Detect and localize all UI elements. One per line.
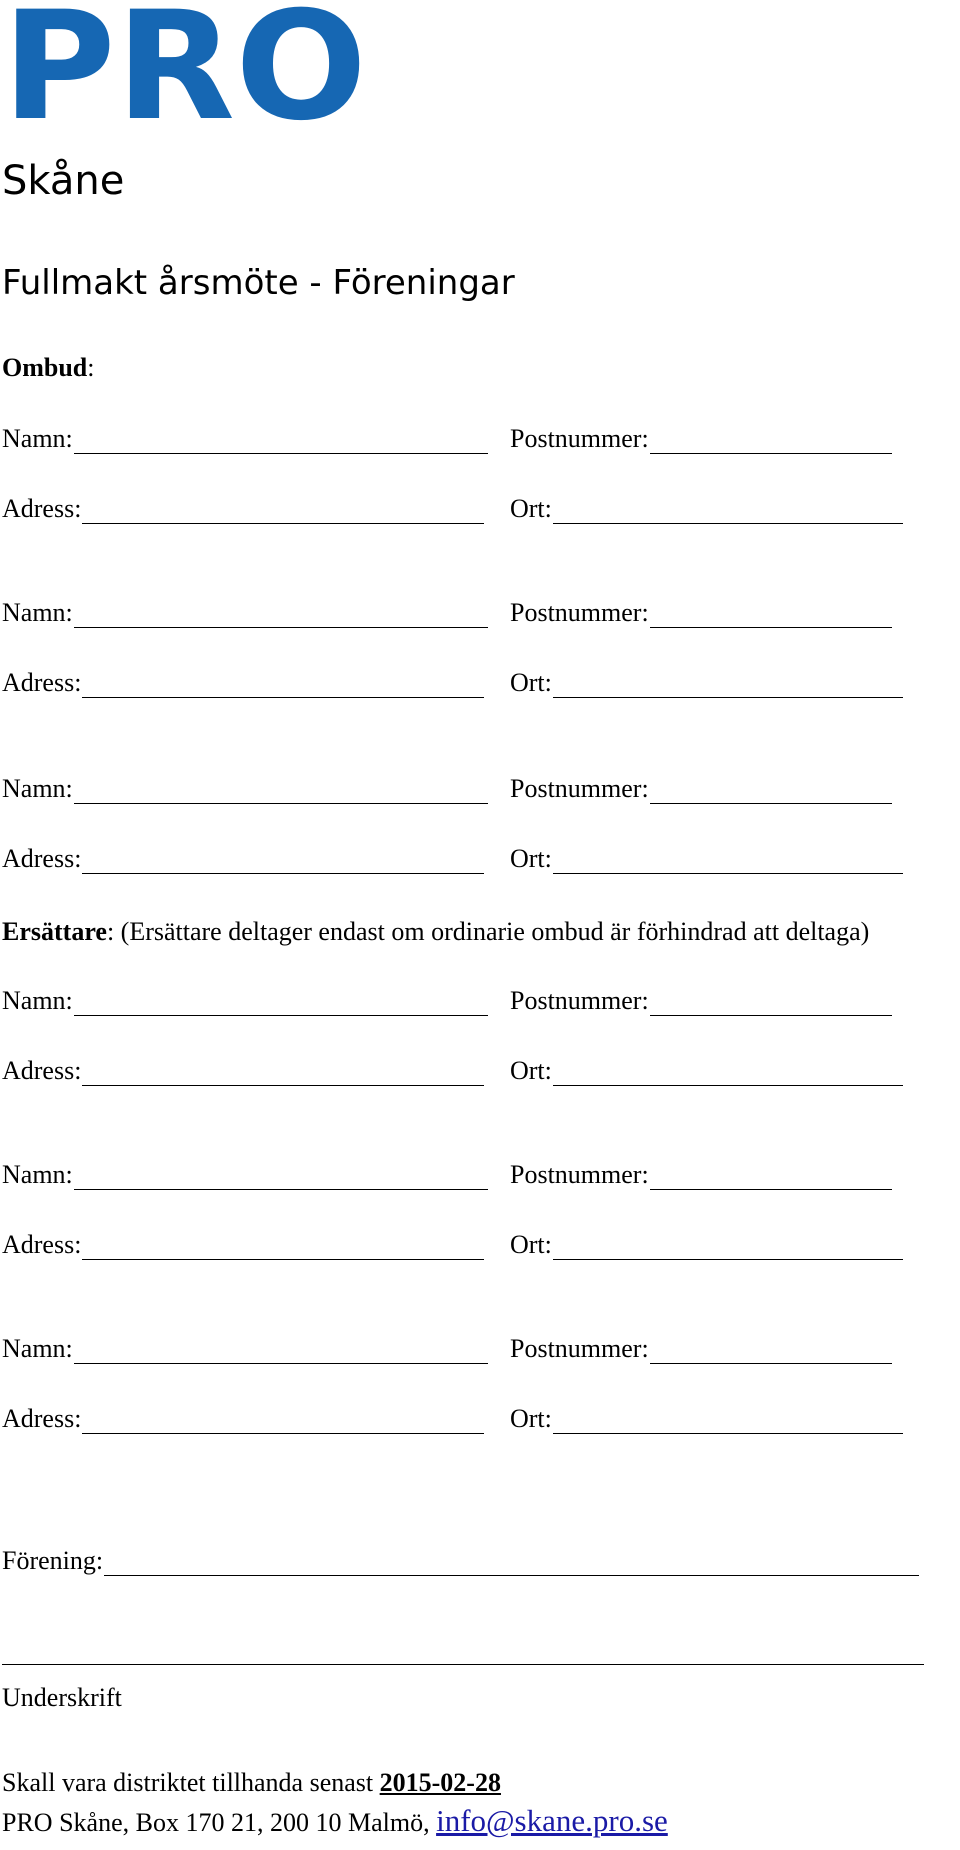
postnummer-line[interactable] xyxy=(650,777,892,804)
ort-line[interactable] xyxy=(553,1059,903,1086)
ombud-2-ort-field[interactable] xyxy=(510,668,903,698)
postnummer-line[interactable] xyxy=(650,427,892,454)
postnummer-line[interactable] xyxy=(650,1163,892,1190)
forening-line[interactable] xyxy=(104,1549,919,1576)
ersattare-2-adress-field[interactable] xyxy=(2,1230,484,1260)
ersattare-3-name-field[interactable] xyxy=(2,1334,488,1364)
name-label: Namn: xyxy=(2,774,73,803)
ersattare-2-postnummer-field[interactable] xyxy=(510,1160,892,1190)
ombud-1-adress-field[interactable] xyxy=(2,494,484,524)
adress-line[interactable] xyxy=(82,1233,484,1260)
ombud-2-name-field[interactable] xyxy=(2,598,488,628)
ersattare-1-postnummer-field[interactable] xyxy=(510,986,892,1016)
name-label: Namn: xyxy=(2,598,73,627)
ersattare-heading xyxy=(2,917,869,947)
postnummer-label: Postnummer: xyxy=(510,1160,649,1189)
pro-logo xyxy=(2,0,372,124)
adress-line[interactable] xyxy=(82,497,484,524)
ort-line[interactable] xyxy=(553,1407,903,1434)
adress-label: Adress: xyxy=(2,494,82,523)
name-line[interactable] xyxy=(74,1163,488,1190)
ort-label: Ort: xyxy=(510,1404,552,1433)
ersattare-1-name-field[interactable] xyxy=(2,986,488,1016)
forening-label: Förening: xyxy=(2,1546,104,1575)
page-title: Fullmakt årsmöte - Föreningar xyxy=(2,263,515,303)
deadline-line xyxy=(2,1768,501,1798)
name-label: Namn: xyxy=(2,986,73,1015)
ombud-3-postnummer-field[interactable] xyxy=(510,774,892,804)
forening-field[interactable] xyxy=(2,1546,919,1576)
ombud-3-name-field[interactable] xyxy=(2,774,488,804)
ersattare-note: : (Ersättare deltager endast om ordinarie ombud är förhindrad att deltaga) xyxy=(106,917,870,946)
ort-line[interactable] xyxy=(553,847,903,874)
ersattare-1-adress-field[interactable] xyxy=(2,1056,484,1086)
ombud-heading xyxy=(2,353,95,383)
ombud-label: Ombud xyxy=(2,353,88,382)
ombud-1-name-field[interactable] xyxy=(2,424,488,454)
name-label: Namn: xyxy=(2,1160,73,1189)
ersattare-3-postnummer-field[interactable] xyxy=(510,1334,892,1364)
postnummer-label: Postnummer: xyxy=(510,424,649,453)
adress-line[interactable] xyxy=(82,1407,484,1434)
ombud-2-adress-field[interactable] xyxy=(2,668,484,698)
signature-label: Underskrift xyxy=(2,1683,122,1712)
postnummer-label: Postnummer: xyxy=(510,598,649,627)
ombud-1-postnummer-field[interactable] xyxy=(510,424,892,454)
postnummer-label: Postnummer: xyxy=(510,1334,649,1363)
ombud-3-adress-field[interactable] xyxy=(2,844,484,874)
svg-text:PRO: PRO xyxy=(2,0,367,124)
adress-label: Adress: xyxy=(2,1056,82,1085)
adress-line[interactable] xyxy=(82,1059,484,1086)
ombud-3-ort-field[interactable] xyxy=(510,844,903,874)
adress-line[interactable] xyxy=(82,671,484,698)
postnummer-line[interactable] xyxy=(650,989,892,1016)
ort-line[interactable] xyxy=(553,1233,903,1260)
postnummer-line[interactable] xyxy=(650,601,892,628)
ersattare-3-adress-field[interactable] xyxy=(2,1404,484,1434)
name-line[interactable] xyxy=(74,989,488,1016)
ort-label: Ort: xyxy=(510,844,552,873)
adress-line[interactable] xyxy=(82,847,484,874)
ersattare-2-name-field[interactable] xyxy=(2,1160,488,1190)
adress-label: Adress: xyxy=(2,1230,82,1259)
ort-line[interactable] xyxy=(553,671,903,698)
ersattare-1-ort-field[interactable] xyxy=(510,1056,903,1086)
ort-label: Ort: xyxy=(510,1056,552,1085)
ort-label: Ort: xyxy=(510,668,552,697)
ersattare-3-ort-field[interactable] xyxy=(510,1404,903,1434)
ort-label: Ort: xyxy=(510,1230,552,1259)
signature-line[interactable] xyxy=(2,1664,924,1665)
ort-line[interactable] xyxy=(553,497,903,524)
adress-label: Adress: xyxy=(2,1404,82,1433)
ombud-1-ort-field[interactable] xyxy=(510,494,903,524)
ersattare-2-ort-field[interactable] xyxy=(510,1230,903,1260)
ort-label: Ort: xyxy=(510,494,552,523)
contact-line xyxy=(2,1803,668,1838)
region-heading: Skåne xyxy=(2,158,125,204)
name-line[interactable] xyxy=(74,1337,488,1364)
ombud-2-postnummer-field[interactable] xyxy=(510,598,892,628)
adress-label: Adress: xyxy=(2,668,82,697)
name-line[interactable] xyxy=(74,777,488,804)
name-line[interactable] xyxy=(74,601,488,628)
name-label: Namn: xyxy=(2,1334,73,1363)
deadline-date: 2015-02-28 xyxy=(379,1768,501,1797)
postnummer-label: Postnummer: xyxy=(510,986,649,1015)
ombud-colon: : xyxy=(87,353,95,382)
name-line[interactable] xyxy=(74,427,488,454)
postnummer-label: Postnummer: xyxy=(510,774,649,803)
ersattare-label: Ersättare xyxy=(2,917,107,946)
adress-label: Adress: xyxy=(2,844,82,873)
email-link[interactable]: info@skane.pro.se xyxy=(436,1803,668,1838)
contact-address: PRO Skåne, Box 170 21, 200 10 Malmö, xyxy=(2,1808,437,1837)
deadline-text: Skall vara distriktet tillhanda senast xyxy=(2,1768,380,1797)
name-label: Namn: xyxy=(2,424,73,453)
postnummer-line[interactable] xyxy=(650,1337,892,1364)
